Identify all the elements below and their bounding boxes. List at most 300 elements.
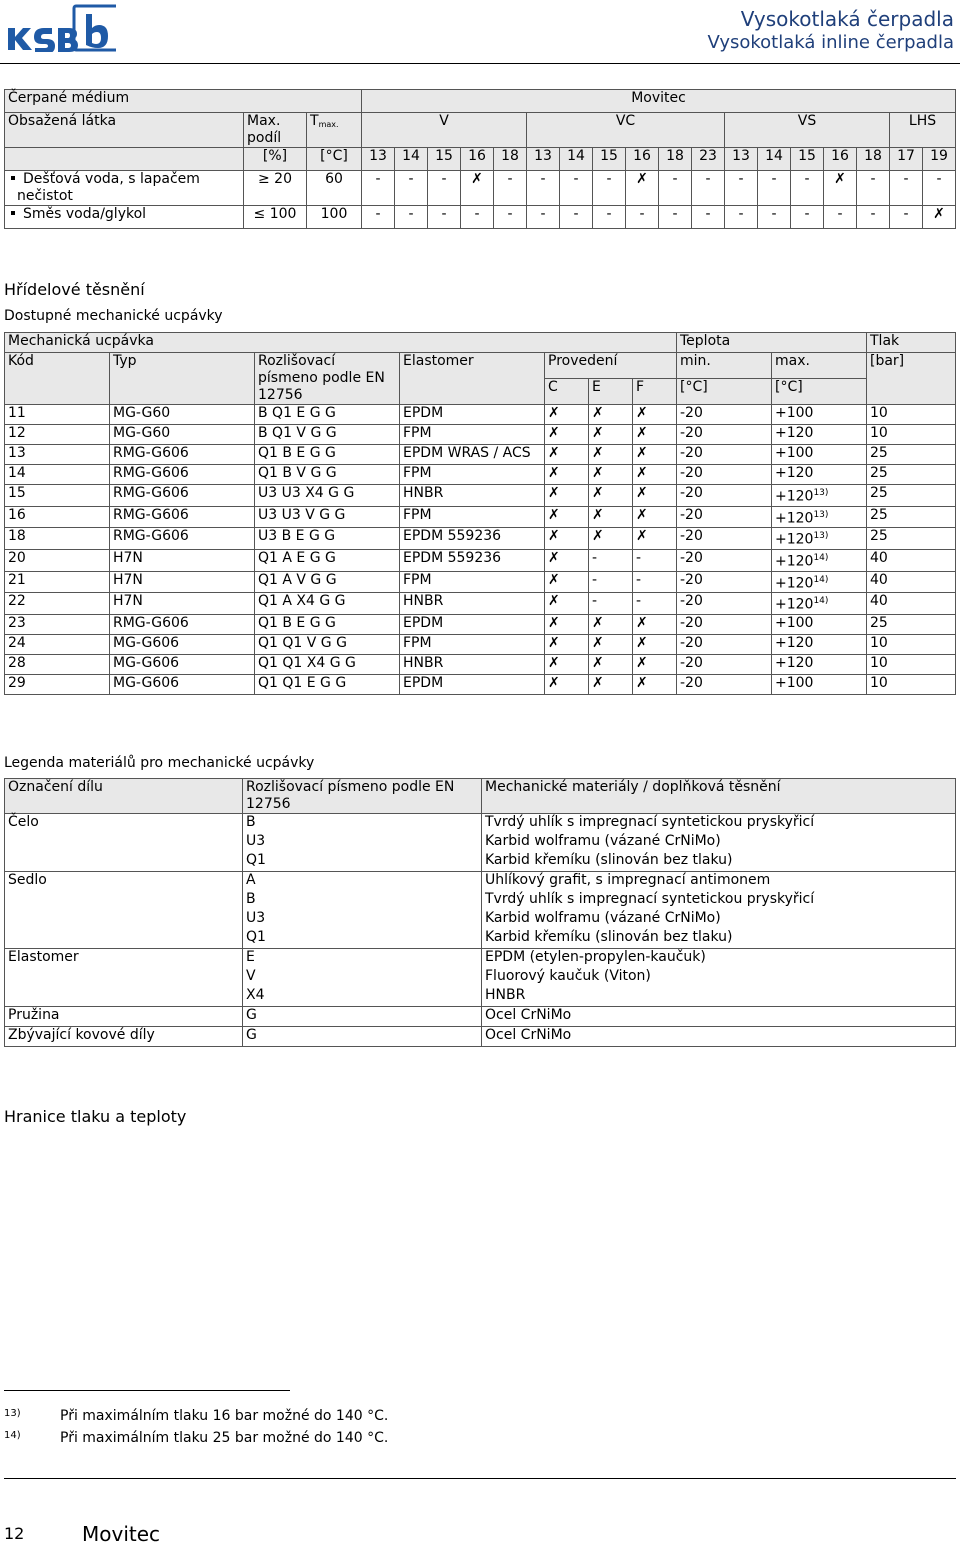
seal-design-f: ✗: [633, 634, 677, 654]
seal-elastomer: FPM: [400, 506, 545, 528]
seal-elastomer: EPDM 559236: [400, 549, 545, 571]
seal-max: [772, 614, 867, 634]
legend-part: Sedlo: [5, 872, 243, 892]
seal-type: RMG-G606: [110, 614, 255, 634]
legend-part: Čelo: [5, 814, 243, 834]
seal-max-note: 14): [813, 596, 829, 607]
media-group-vs: VS: [725, 113, 890, 148]
seal-design-e: ✗: [589, 654, 633, 674]
legend-material: HNBR: [482, 987, 956, 1007]
header-subtitle: Vysokotlaká inline čerpadla: [707, 32, 954, 53]
media-row-cell: -: [725, 206, 758, 229]
seal-type: MG-G606: [110, 654, 255, 674]
seal-bar: 40: [867, 593, 956, 615]
seal-row: [5, 405, 956, 425]
media-size-8: 16: [626, 148, 659, 171]
legend-h-mat: Mechanické materiály / doplňková těsnění: [482, 779, 956, 814]
seal-design-f: -: [633, 593, 677, 615]
media-row-cell: -: [461, 206, 494, 229]
ksb-logo: [4, 4, 116, 52]
header-title: Vysokotlaká čerpadla: [740, 7, 954, 31]
legend-letter: B: [243, 891, 482, 910]
seal-design-f: -: [633, 571, 677, 593]
seal-h-e: E: [589, 379, 633, 405]
header-rule: [0, 63, 960, 64]
media-row-name: [5, 171, 244, 206]
seal-letter: Q1 Q1 X4 G G: [255, 654, 400, 674]
seal-h-mech: Mechanická ucpávka: [5, 333, 677, 353]
media-row-share: ≥ 20: [244, 171, 307, 206]
seal-min: -20: [677, 614, 772, 634]
footnote-14-text: Při maximálním tlaku 25 bar možné do 140 °C.: [60, 1430, 389, 1446]
media-size-10: 23: [692, 148, 725, 171]
seal-code: 23: [5, 614, 110, 634]
seal-elastomer: EPDM 559236: [400, 528, 545, 550]
media-size-11: 13: [725, 148, 758, 171]
seal-type: RMG-G606: [110, 465, 255, 485]
legend-row: [5, 1007, 956, 1027]
media-row-cell: -: [494, 171, 527, 206]
seal-h-elast: Elastomer: [400, 353, 545, 405]
media-row-cell: -: [395, 206, 428, 229]
legend-letter: A: [243, 872, 482, 892]
seal-letter: Q1 Q1 V G G: [255, 634, 400, 654]
seal-min: -20: [677, 405, 772, 425]
media-size-4: 18: [494, 148, 527, 171]
media-row-cell: ✗: [626, 171, 659, 206]
media-row-temp: 100: [307, 206, 362, 229]
seal-min: -20: [677, 549, 772, 571]
seal-min: -20: [677, 485, 772, 507]
legend-letter: V: [243, 968, 482, 987]
seal-row: [5, 465, 956, 485]
media-row-cell: -: [626, 206, 659, 229]
seal-elastomer: EPDM: [400, 674, 545, 694]
seal-design-e: ✗: [589, 506, 633, 528]
media-row-cell: -: [527, 206, 560, 229]
seal-table-body: [5, 405, 956, 695]
seal-design-e: ✗: [589, 485, 633, 507]
seal-min: -20: [677, 506, 772, 528]
seal-min: -20: [677, 593, 772, 615]
media-size-13: 15: [791, 148, 824, 171]
seal-row: [5, 445, 956, 465]
seal-design-f: ✗: [633, 654, 677, 674]
seal-design-c: ✗: [545, 445, 589, 465]
legend-material: Tvrdý uhlík s impregnací syntetickou pryskyřicí: [482, 891, 956, 910]
media-size-14: 16: [824, 148, 857, 171]
seal-design-c: ✗: [545, 528, 589, 550]
seal-elastomer: HNBR: [400, 485, 545, 507]
media-size-16: 17: [890, 148, 923, 171]
legend-table: [4, 778, 956, 1047]
seal-max-note: 13): [813, 488, 829, 498]
media-row-temp: 60: [307, 171, 362, 206]
seal-design-e: ✗: [589, 405, 633, 425]
footnote-14-num: 14): [4, 1430, 21, 1441]
seal-design-c: ✗: [545, 571, 589, 593]
seal-h-unit-max: [°C]: [772, 379, 867, 405]
legend-title: Legenda materiálů pro mechanické ucpávky: [4, 755, 315, 771]
seal-design-c: ✗: [545, 549, 589, 571]
legend-letter: E: [243, 949, 482, 969]
seal-design-c: ✗: [545, 465, 589, 485]
legend-material: Karbid křemíku (slinován bez tlaku): [482, 852, 956, 872]
media-row-cell: -: [593, 171, 626, 206]
legend-material: Karbid wolframu (vázané CrNiMo): [482, 833, 956, 852]
seal-row: [5, 634, 956, 654]
seal-design-f: ✗: [633, 506, 677, 528]
seal-bar: 25: [867, 614, 956, 634]
seal-header-row-2: [5, 353, 956, 379]
seal-bar: 10: [867, 425, 956, 445]
seal-bar: 25: [867, 485, 956, 507]
legend-material: Fluorový kaučuk (Viton): [482, 968, 956, 987]
seal-code: 29: [5, 674, 110, 694]
media-row-cell: -: [791, 171, 824, 206]
seal-max-value: +120: [775, 654, 814, 671]
media-row-cell: -: [923, 171, 956, 206]
seal-min: -20: [677, 674, 772, 694]
seal-design-f: ✗: [633, 614, 677, 634]
legend-row: [5, 814, 956, 834]
media-size-1: 14: [395, 148, 428, 171]
seal-bar: 25: [867, 506, 956, 528]
legend-material: Karbid křemíku (slinován bez tlaku): [482, 929, 956, 949]
legend-part: Zbývající kovové díly: [5, 1027, 243, 1047]
seal-max-value: +120: [775, 510, 814, 527]
seal-max: [772, 465, 867, 485]
seal-letter: Q1 A X4 G G: [255, 593, 400, 615]
legend-h-part: Označení dílu: [5, 779, 243, 814]
seal-design-e: -: [589, 593, 633, 615]
seal-min: -20: [677, 634, 772, 654]
legend-row: [5, 987, 956, 1007]
media-row-cell: -: [725, 171, 758, 206]
seal-bar: 40: [867, 549, 956, 571]
media-row-cell: -: [494, 206, 527, 229]
seal-letter: Q1 A E G G: [255, 549, 400, 571]
seal-row: [5, 506, 956, 528]
seal-max-value: +120: [775, 531, 814, 548]
media-h-tmax: [307, 113, 362, 148]
media-size-6: 14: [560, 148, 593, 171]
legend-letter: X4: [243, 987, 482, 1007]
media-row-cell: -: [692, 171, 725, 206]
seal-max-note: 14): [813, 574, 829, 585]
seal-code: 13: [5, 445, 110, 465]
seal-design-e: -: [589, 549, 633, 571]
seal-bar: 10: [867, 405, 956, 425]
seal-letter: Q1 Q1 E G G: [255, 674, 400, 694]
media-size-15: 18: [857, 148, 890, 171]
seal-type: RMG-G606: [110, 506, 255, 528]
legend-letter: U3: [243, 833, 482, 852]
seal-design-c: ✗: [545, 674, 589, 694]
media-group-v: V: [362, 113, 527, 148]
seal-max-value: +120: [775, 553, 814, 570]
seal-min: -20: [677, 571, 772, 593]
seal-max-value: +120: [775, 425, 814, 441]
media-size-0: 13: [362, 148, 395, 171]
media-row-cell: -: [857, 171, 890, 206]
legend-part: [5, 833, 243, 852]
seal-row: [5, 528, 956, 550]
seal-max: [772, 528, 867, 550]
seal-design-c: ✗: [545, 506, 589, 528]
media-header-row-2: [5, 113, 956, 148]
legend-part: [5, 929, 243, 949]
media-h-movitec: Movitec: [362, 90, 956, 113]
seal-bar: 10: [867, 634, 956, 654]
seal-type: H7N: [110, 571, 255, 593]
legend-row: [5, 852, 956, 872]
seal-letter: Q1 A V G G: [255, 571, 400, 593]
media-row-cell: -: [890, 206, 923, 229]
seal-bar: 25: [867, 445, 956, 465]
media-size-12: 14: [758, 148, 791, 171]
media-row-cell: -: [659, 171, 692, 206]
seal-min: -20: [677, 425, 772, 445]
media-row-cell: -: [362, 171, 395, 206]
seal-code: 28: [5, 654, 110, 674]
legend-material: Tvrdý uhlík s impregnací syntetickou pryskyřicí: [482, 814, 956, 834]
media-row-cell: -: [428, 171, 461, 206]
seal-row: [5, 614, 956, 634]
media-row-cell: -: [593, 206, 626, 229]
seal-max-value: +120: [775, 596, 814, 613]
media-row-cell: -: [890, 171, 923, 206]
seal-design-e: ✗: [589, 445, 633, 465]
seal-code: 14: [5, 465, 110, 485]
seal-max-value: +120: [775, 634, 814, 651]
seal-bar: 40: [867, 571, 956, 593]
seal-design-e: ✗: [589, 674, 633, 694]
legend-row: [5, 949, 956, 969]
seal-bar: 10: [867, 674, 956, 694]
media-group-lhs: LHS: [890, 113, 956, 148]
seal-code: 18: [5, 528, 110, 550]
legend-row: [5, 1027, 956, 1047]
media-row-cell: -: [527, 171, 560, 206]
seal-table: [4, 332, 956, 695]
legend-part: [5, 987, 243, 1007]
seal-h-temp: Teplota: [677, 333, 867, 353]
seal-max-value: +120: [775, 575, 814, 592]
media-row-cell: -: [791, 206, 824, 229]
media-row-cell: -: [692, 206, 725, 229]
footnote-rule: [4, 1390, 290, 1391]
seal-design-c: ✗: [545, 654, 589, 674]
seal-row: [5, 549, 956, 571]
legend-material: Uhlíkový grafit, s impregnací antimonem: [482, 872, 956, 892]
media-h-tmax-label: T: [310, 113, 319, 129]
media-row-cell: -: [758, 206, 791, 229]
legend-material: Karbid wolframu (vázané CrNiMo): [482, 910, 956, 929]
seal-row: [5, 654, 956, 674]
seal-code: 24: [5, 634, 110, 654]
seal-h-code: Kód: [5, 353, 110, 405]
media-size-2: 15: [428, 148, 461, 171]
seal-letter: U3 U3 V G G: [255, 506, 400, 528]
legend-letter: G: [243, 1007, 482, 1027]
section-subtitle-seals: Dostupné mechanické ucpávky: [4, 308, 223, 324]
seal-code: 16: [5, 506, 110, 528]
media-row-share: ≤ 100: [244, 206, 307, 229]
seal-design-f: -: [633, 549, 677, 571]
seal-bar: 10: [867, 654, 956, 674]
seal-max-value: +100: [775, 445, 814, 461]
bullet-icon: [11, 211, 15, 215]
seal-elastomer: FPM: [400, 425, 545, 445]
legend-header-row: [5, 779, 956, 814]
footnote-13: [4, 1408, 388, 1424]
seal-type: RMG-G606: [110, 445, 255, 465]
seal-h-f: F: [633, 379, 677, 405]
seal-h-min: min.: [677, 353, 772, 379]
seal-max: [772, 654, 867, 674]
seal-max-value: +120: [775, 488, 814, 505]
seal-design-c: ✗: [545, 425, 589, 445]
legend-row: [5, 872, 956, 892]
seal-design-e: ✗: [589, 528, 633, 550]
media-row-cell: -: [560, 171, 593, 206]
seal-letter: B Q1 V G G: [255, 425, 400, 445]
media-row-cell: -: [428, 206, 461, 229]
seal-design-c: ✗: [545, 614, 589, 634]
seal-min: -20: [677, 528, 772, 550]
seal-code: 15: [5, 485, 110, 507]
legend-table-body: [5, 814, 956, 1047]
seal-design-c: ✗: [545, 634, 589, 654]
seal-max-note: 13): [813, 509, 829, 520]
media-h-share-label: Max. podíl: [247, 113, 282, 146]
seal-elastomer: HNBR: [400, 654, 545, 674]
seal-h-c: C: [545, 379, 589, 405]
legend-part: [5, 968, 243, 987]
seal-code: 12: [5, 425, 110, 445]
seal-design-f: ✗: [633, 405, 677, 425]
seal-letter: B Q1 E G G: [255, 405, 400, 425]
seal-design-f: ✗: [633, 485, 677, 507]
media-row-name: [5, 206, 244, 229]
bullet-icon: [11, 176, 15, 180]
seal-design-e: ✗: [589, 614, 633, 634]
media-row-cell: ✗: [824, 171, 857, 206]
legend-letter: Q1: [243, 852, 482, 872]
media-row-cell: ✗: [923, 206, 956, 229]
seal-design-f: ✗: [633, 674, 677, 694]
legend-row: [5, 968, 956, 987]
seal-max-note: 13): [813, 531, 829, 542]
seal-code: 20: [5, 549, 110, 571]
seal-row: [5, 571, 956, 593]
seal-elastomer: FPM: [400, 634, 545, 654]
seal-header-row-1: [5, 333, 956, 353]
footer-rule: [4, 1478, 956, 1479]
seal-max-value: +100: [775, 614, 814, 631]
legend-part: [5, 852, 243, 872]
seal-elastomer: HNBR: [400, 593, 545, 615]
seal-design-e: ✗: [589, 425, 633, 445]
seal-max: [772, 571, 867, 593]
seal-row: [5, 425, 956, 445]
media-row-cell: -: [857, 206, 890, 229]
seal-letter: U3 B E G G: [255, 528, 400, 550]
media-h-medium: Čerpané médium: [5, 90, 362, 113]
seal-bar: 25: [867, 528, 956, 550]
seal-elastomer: EPDM: [400, 405, 545, 425]
seal-code: 11: [5, 405, 110, 425]
footnote-14: [4, 1430, 388, 1446]
seal-row: [5, 593, 956, 615]
seal-type: MG-G606: [110, 634, 255, 654]
seal-max: [772, 674, 867, 694]
legend-row: [5, 929, 956, 949]
media-row-cell: -: [395, 171, 428, 206]
seal-max: [772, 634, 867, 654]
legend-letter: Q1: [243, 929, 482, 949]
seal-elastomer: EPDM: [400, 614, 545, 634]
legend-h-letter: Rozlišovací písmeno podle EN 12756: [243, 779, 482, 814]
page-header-title: [707, 6, 954, 54]
seal-type: MG-G60: [110, 405, 255, 425]
footer-product-name: Movitec: [82, 1522, 161, 1546]
seal-max-value: +120: [775, 465, 814, 481]
media-header-row-3: [5, 148, 956, 171]
seal-max: [772, 405, 867, 425]
media-h-tmax-sub: max.: [318, 120, 339, 129]
legend-row: [5, 891, 956, 910]
page-number: 12: [4, 1524, 25, 1543]
seal-code: 22: [5, 593, 110, 615]
seal-h-type: Typ: [110, 353, 255, 405]
media-h-empty: [5, 148, 244, 171]
seal-max: [772, 445, 867, 465]
media-row-cell: -: [560, 206, 593, 229]
seal-design-e: -: [589, 571, 633, 593]
seal-design-e: ✗: [589, 465, 633, 485]
seal-design-f: ✗: [633, 528, 677, 550]
legend-letter: G: [243, 1027, 482, 1047]
seal-design-c: ✗: [545, 405, 589, 425]
media-size-5: 13: [527, 148, 560, 171]
seal-min: -20: [677, 654, 772, 674]
seal-elastomer: EPDM WRAS / ACS: [400, 445, 545, 465]
seal-h-press: Tlak: [867, 333, 956, 353]
media-row-cell: -: [758, 171, 791, 206]
seal-type: MG-G60: [110, 425, 255, 445]
seal-letter: Q1 B E G G: [255, 445, 400, 465]
seal-h-design: Provedení: [545, 353, 677, 379]
media-group-vc: VC: [527, 113, 725, 148]
media-row-cell: -: [362, 206, 395, 229]
seal-type: RMG-G606: [110, 485, 255, 507]
media-row: [5, 171, 956, 206]
media-row-name-text: Směs voda/glykol: [23, 206, 147, 222]
seal-min: -20: [677, 465, 772, 485]
seal-code: 21: [5, 571, 110, 593]
legend-material: EPDM (etylen-propylen-kaučuk): [482, 949, 956, 969]
seal-h-max: max.: [772, 353, 867, 379]
seal-max: [772, 485, 867, 507]
footnote-13-text: Při maximálním tlaku 16 bar možné do 140 °C.: [60, 1408, 389, 1424]
seal-max: [772, 425, 867, 445]
media-h-unit-pct: [%]: [244, 148, 307, 171]
seal-design-e: ✗: [589, 634, 633, 654]
legend-part: Pružina: [5, 1007, 243, 1027]
seal-max-value: +100: [775, 674, 814, 691]
